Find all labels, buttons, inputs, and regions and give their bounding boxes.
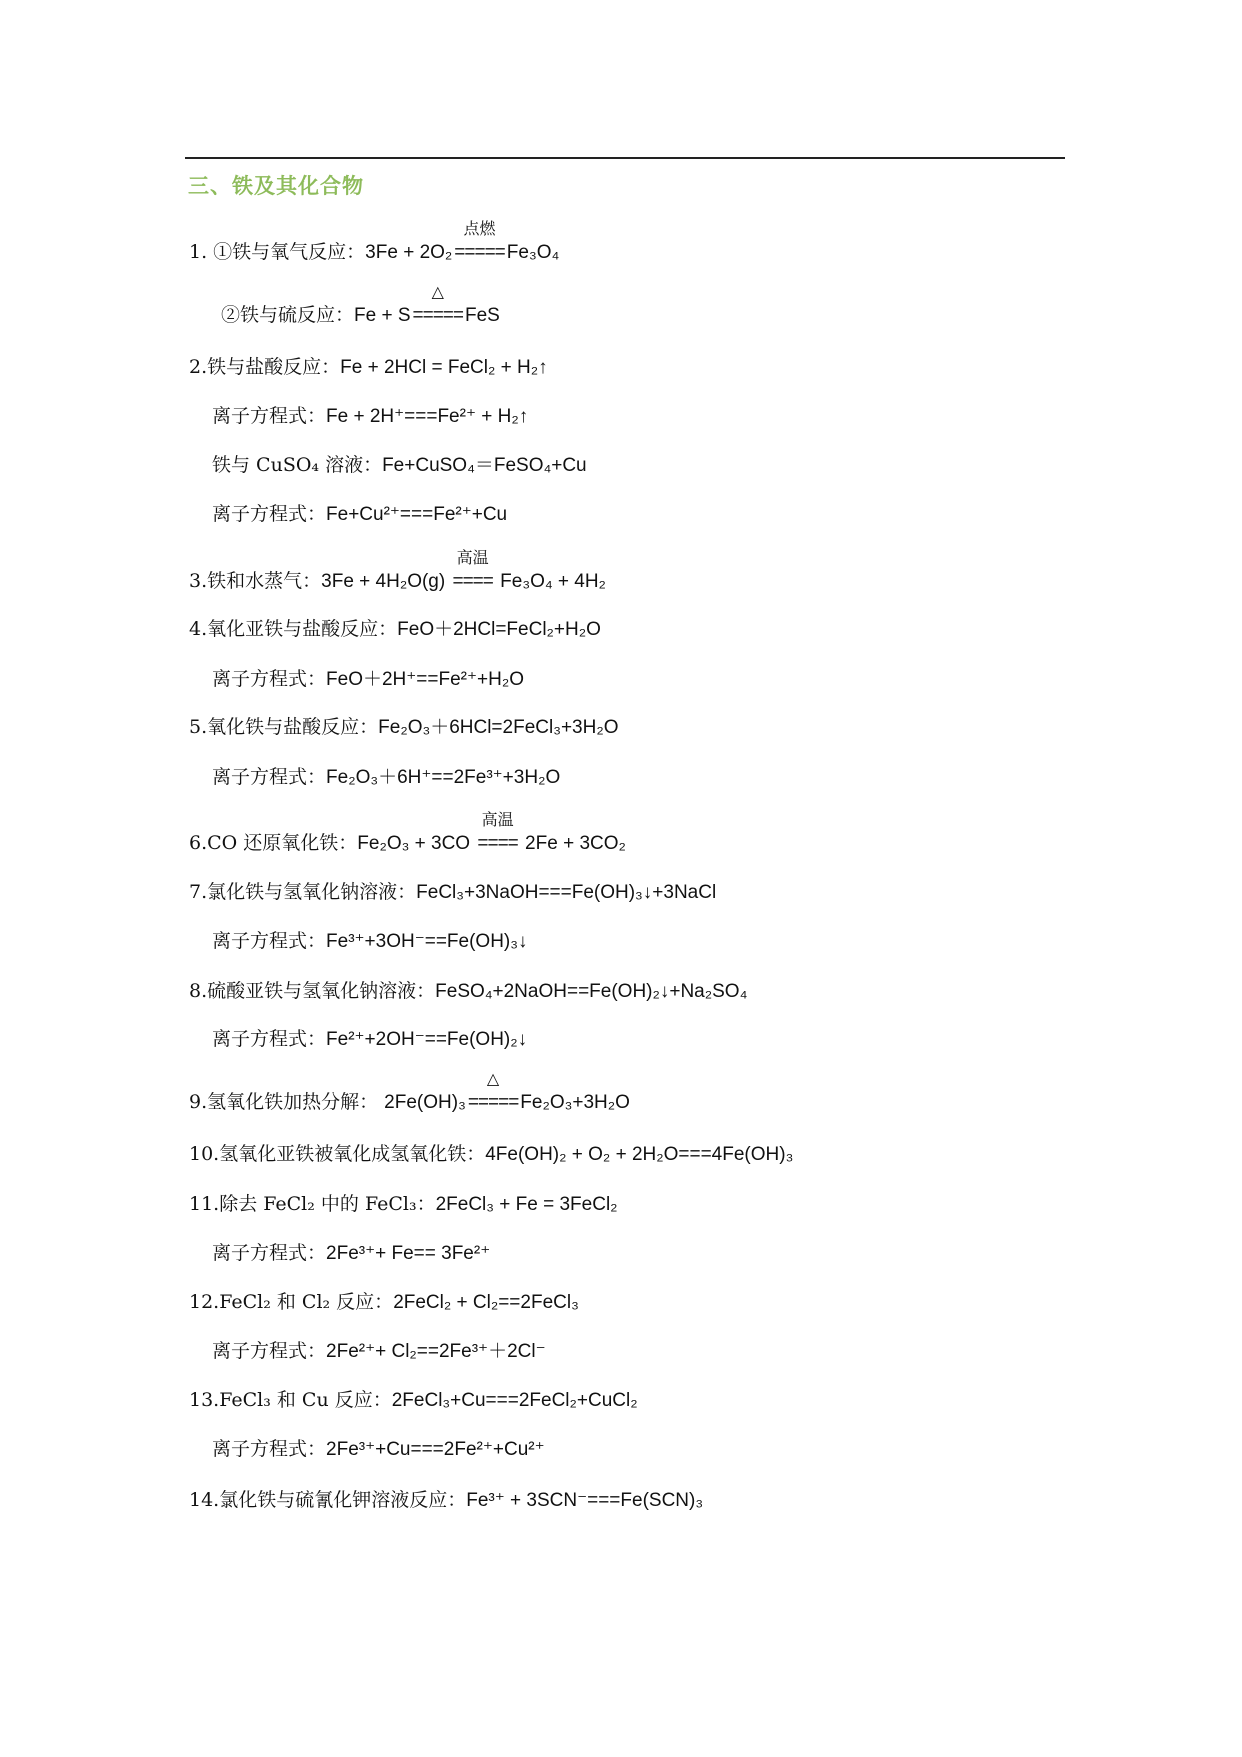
equation-label: 离子方程式： — [212, 1028, 327, 1050]
equation-text: Fe³⁺ + 3SCN⁻===Fe(SCN)₃ — [466, 1490, 704, 1511]
equation-line — [189, 1071, 630, 1117]
equation-label: 1. ①铁与氧气反应： — [189, 241, 366, 263]
equation-line — [189, 353, 548, 382]
equation-reactants: 3Fe + 2O₂ — [365, 242, 453, 263]
equation-label: 14.氯化铁与硫氰化钾溶液反应： — [189, 1489, 467, 1511]
equation-label: 13.FeCl₃ 和 Cu 反应： — [189, 1389, 392, 1411]
equation-line — [189, 1288, 579, 1317]
equation-label: 离子方程式： — [212, 668, 327, 690]
equation-line — [189, 221, 560, 267]
equation-line — [189, 615, 601, 644]
equation-reactants: 3Fe + 4H₂O(g) — [321, 571, 451, 592]
equation-label: 离子方程式： — [212, 766, 327, 788]
equals-sign: ===== — [412, 305, 463, 326]
equation-label: 5.氧化铁与盐酸反应： — [189, 716, 379, 738]
equation-line — [189, 550, 606, 596]
equation-line — [212, 1337, 546, 1366]
equation-label: 2.铁与盐酸反应： — [189, 356, 341, 378]
equation-text: 4Fe(OH)₂ + O₂ + 2H₂O===4Fe(OH)₃ — [485, 1144, 794, 1165]
equals-sign: ===== — [467, 1092, 519, 1113]
equation-label: 8.硫酸亚铁与氢氧化钠溶液： — [189, 980, 436, 1002]
reaction-condition — [467, 1071, 519, 1117]
equation-text: Fe₂O₃＋6H⁺==2Fe³⁺+3H₂O — [326, 767, 561, 788]
equation-line — [189, 878, 716, 907]
reaction-condition — [412, 284, 463, 330]
equation-products: FeS — [465, 305, 500, 326]
equation-label: 离子方程式： — [212, 1340, 327, 1362]
equation-label: 铁与 CuSO₄ 溶液： — [212, 454, 383, 476]
equation-text: Fe+CuSO₄＝FeSO₄+Cu — [382, 455, 587, 476]
equation-line — [212, 1435, 545, 1464]
equation-label: 4.氧化亚铁与盐酸反应： — [189, 618, 398, 640]
equals-sign: ===== — [454, 242, 505, 263]
equation-line — [212, 451, 587, 480]
equation-line — [189, 713, 619, 742]
equation-text: 2Fe³⁺+Cu===2Fe²⁺+Cu²⁺ — [326, 1439, 545, 1460]
equation-text: 2FeCl₂ + Cl₂==2FeCl₃ — [393, 1292, 579, 1313]
condition-label: 高温 — [481, 812, 514, 829]
equation-label: 离子方程式： — [212, 930, 327, 952]
equation-text: FeO＋2H⁺==Fe²⁺+H₂O — [326, 669, 524, 690]
condition-label: △ — [486, 1071, 500, 1088]
equation-text: Fe+Cu²⁺===Fe²⁺+Cu — [326, 504, 508, 525]
equation-reactants: Fe + S — [354, 305, 411, 326]
condition-label: △ — [431, 284, 444, 301]
equation-line — [189, 1386, 638, 1415]
equation-line — [189, 1140, 793, 1169]
equation-label: 离子方程式： — [212, 1438, 327, 1460]
equation-line — [189, 1486, 703, 1515]
reaction-condition — [454, 221, 505, 267]
equation-text: Fe³⁺+3OH⁻==Fe(OH)₃↓ — [326, 931, 528, 952]
equation-text: 2Fe²⁺+ Cl₂==2Fe³⁺＋2Cl⁻ — [326, 1341, 546, 1362]
equation-reactants: Fe₂O₃ + 3CO — [357, 833, 476, 854]
equation-label: ②铁与硫反应： — [221, 304, 355, 326]
equation-line — [212, 1239, 490, 1268]
equals-sign: ==== — [477, 833, 518, 854]
equation-label: 12.FeCl₂ 和 Cl₂ 反应： — [189, 1291, 394, 1313]
condition-label: 点燃 — [463, 221, 496, 238]
equation-label: 9.氢氧化铁加热分解： — [189, 1091, 385, 1113]
equation-line — [212, 763, 560, 792]
header-rule — [185, 157, 1065, 159]
condition-label: 高温 — [456, 550, 489, 567]
equation-products: Fe₃O₄ + 4H₂ — [494, 571, 606, 592]
section-title: 三、铁及其化合物 — [188, 173, 364, 198]
reaction-condition — [477, 812, 518, 858]
equation-label: 7.氯化铁与氢氧化钠溶液： — [189, 881, 417, 903]
equation-text: FeCl₃+3NaOH===Fe(OH)₃↓+3NaCl — [416, 882, 717, 903]
equation-text: Fe + 2HCl = FeCl₂ + H₂↑ — [340, 357, 548, 378]
equation-label: 离子方程式： — [212, 1242, 327, 1264]
equation-line — [212, 402, 528, 431]
equation-text: 2FeCl₃+Cu===2FeCl₂+CuCl₂ — [391, 1390, 638, 1411]
equation-line — [189, 812, 626, 858]
equation-text: 2Fe³⁺+ Fe== 3Fe²⁺ — [326, 1243, 491, 1264]
equation-label: 10.氢氧化亚铁被氧化成氢氧化铁： — [189, 1143, 486, 1165]
equation-label: 11.除去 FeCl₂ 中的 FeCl₃： — [189, 1193, 436, 1215]
equation-text: Fe²⁺+2OH⁻==Fe(OH)₂↓ — [326, 1029, 528, 1050]
equals-sign: ==== — [452, 571, 493, 592]
equation-line — [189, 977, 747, 1006]
reaction-condition — [452, 550, 493, 596]
equation-line — [212, 665, 524, 694]
equation-line — [221, 284, 500, 330]
equation-label: 离子方程式： — [212, 503, 327, 525]
equation-line — [212, 500, 507, 529]
equation-text: Fe₂O₃＋6HCl=2FeCl₃+3H₂O — [378, 717, 619, 738]
equation-line — [212, 927, 528, 956]
equation-reactants: 2Fe(OH)₃ — [384, 1092, 466, 1113]
equation-label: 离子方程式： — [212, 405, 327, 427]
equation-label: 6.CO 还原氧化铁： — [189, 832, 358, 854]
equation-text: 2FeCl₃ + Fe = 3FeCl₂ — [435, 1194, 618, 1215]
equation-products: 2Fe + 3CO₂ — [519, 833, 626, 854]
equation-products: Fe₂O₃+3H₂O — [520, 1092, 630, 1113]
equation-label: 3.铁和水蒸气： — [189, 570, 322, 592]
equation-products: Fe₃O₄ — [506, 242, 560, 263]
equation-text: FeSO₄+2NaOH==Fe(OH)₂↓+Na₂SO₄ — [435, 981, 748, 1002]
equation-line — [189, 1190, 618, 1219]
equation-line — [212, 1025, 527, 1054]
equation-text: Fe + 2H⁺===Fe²⁺ + H₂↑ — [326, 406, 529, 427]
equation-text: FeO＋2HCl=FeCl₂+H₂O — [397, 619, 601, 640]
